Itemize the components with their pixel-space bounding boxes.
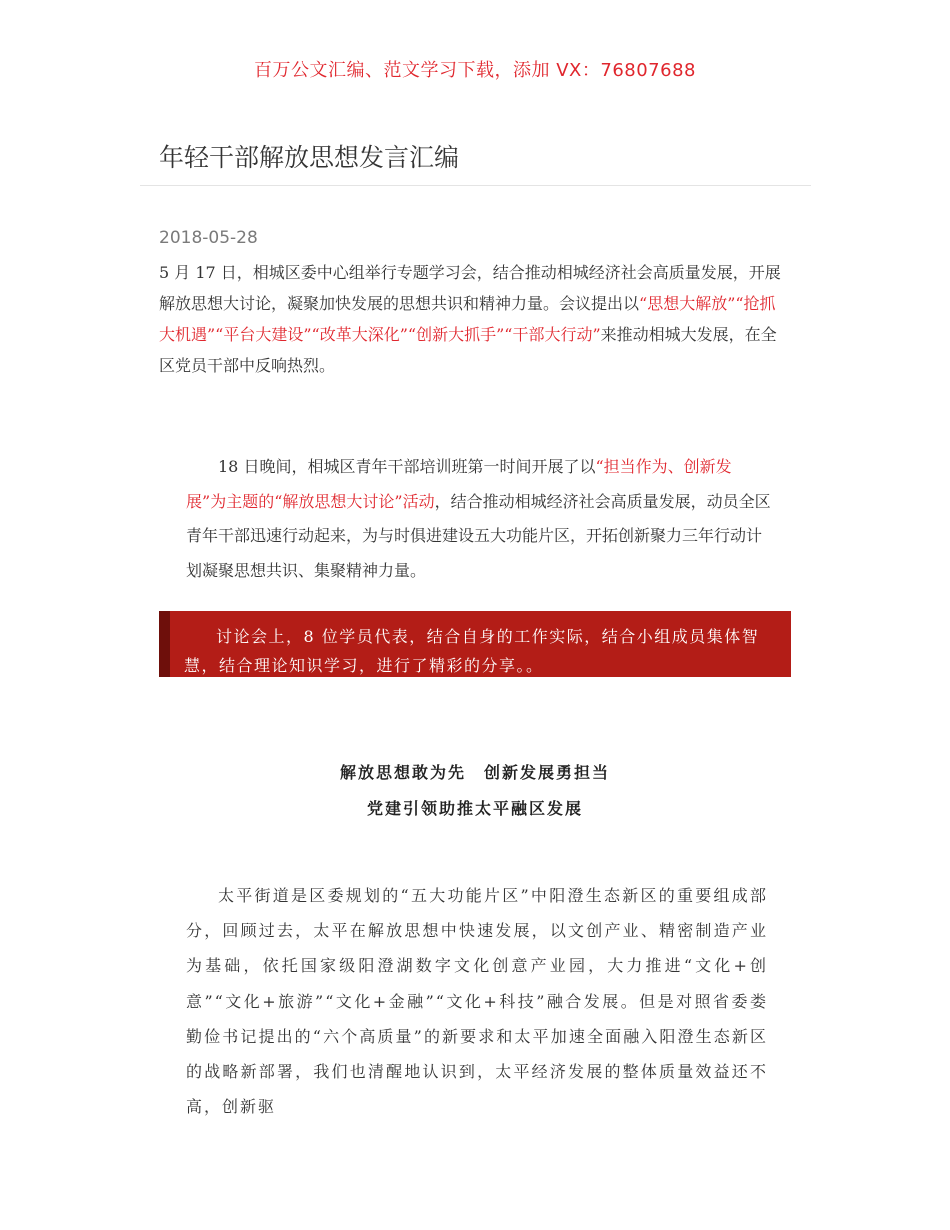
intro-highlight: “思想大解放”“抢抓大机遇”“平台大建设”“改革大深化”“创新大抓手”“干部大行动” [159, 294, 776, 344]
event-text-1: 18 日晚间，相城区青年干部培训班第一时间开展了以 [218, 457, 596, 476]
callout-box [159, 611, 791, 677]
event-paragraph [186, 450, 771, 589]
event-theme-highlight: “担当作为、创新发展” [186, 457, 732, 511]
section-heading-1: 解放思想敢为先 创新发展勇担当 [339, 763, 610, 782]
article-title: 年轻干部解放思想发言汇编 [159, 143, 460, 172]
event-activity-highlight: “解放思想大讨论” [274, 491, 403, 511]
intro-text-1: 5 月 17 日，相城区委中心组举行专题学习会，结合推动相城经济社会高质量发展，开展解放思想大讨论，凝聚加快发展的思想共识和精神力量。会议提出以 [159, 263, 781, 313]
publish-date: 2018-05-28 [159, 228, 258, 248]
section-heading-2: 党建引领助推太平融区发展 [366, 799, 583, 818]
promo-banner: 百万公文汇编、范文学习下载，添加 VX：76807688 [254, 60, 696, 81]
intro-text-2: 来推动相城大发展，在全区党员干部中反响热烈。 [159, 325, 777, 375]
event-text-3: 活动 [402, 491, 435, 511]
intro-paragraph [159, 257, 791, 381]
callout-text: 讨论会上，8 位学员代表，结合自身的工作实际，结合小组成员集体智慧，结合理论知识学习，进行了精彩的分享。。 [184, 627, 760, 675]
event-text-4: ，结合推动相城经济社会高质量发展，动员全区青年干部迅速行动起来，为与时俱进建设五大功能片区，开拓创新聚力三年行动计划凝聚思想共识、集聚精神力量。 [186, 491, 771, 581]
title-divider [140, 185, 811, 186]
event-text-2: 为主题的 [210, 491, 275, 511]
body-paragraph: 太平街道是区委规划的“五大功能片区”中阳澄生态新区的重要组成部分，回顾过去，太平在解放思想中快速发展，以文创产业、精密制造产业为基础，依托国家级阳澄湖数字文化创意产业园，大力推进“文化+创意”“文化+旅游”“文化+金融”“文化+科技”融合发展。但是对照省委娄勤俭书记提出的“六个高质量”的新要求和太平加速全面融入阳澄生态新区的战略新部署，我们也清醒地认识到，太平经济发展的整体质量效益还不高，创新驱 [186, 886, 768, 1117]
